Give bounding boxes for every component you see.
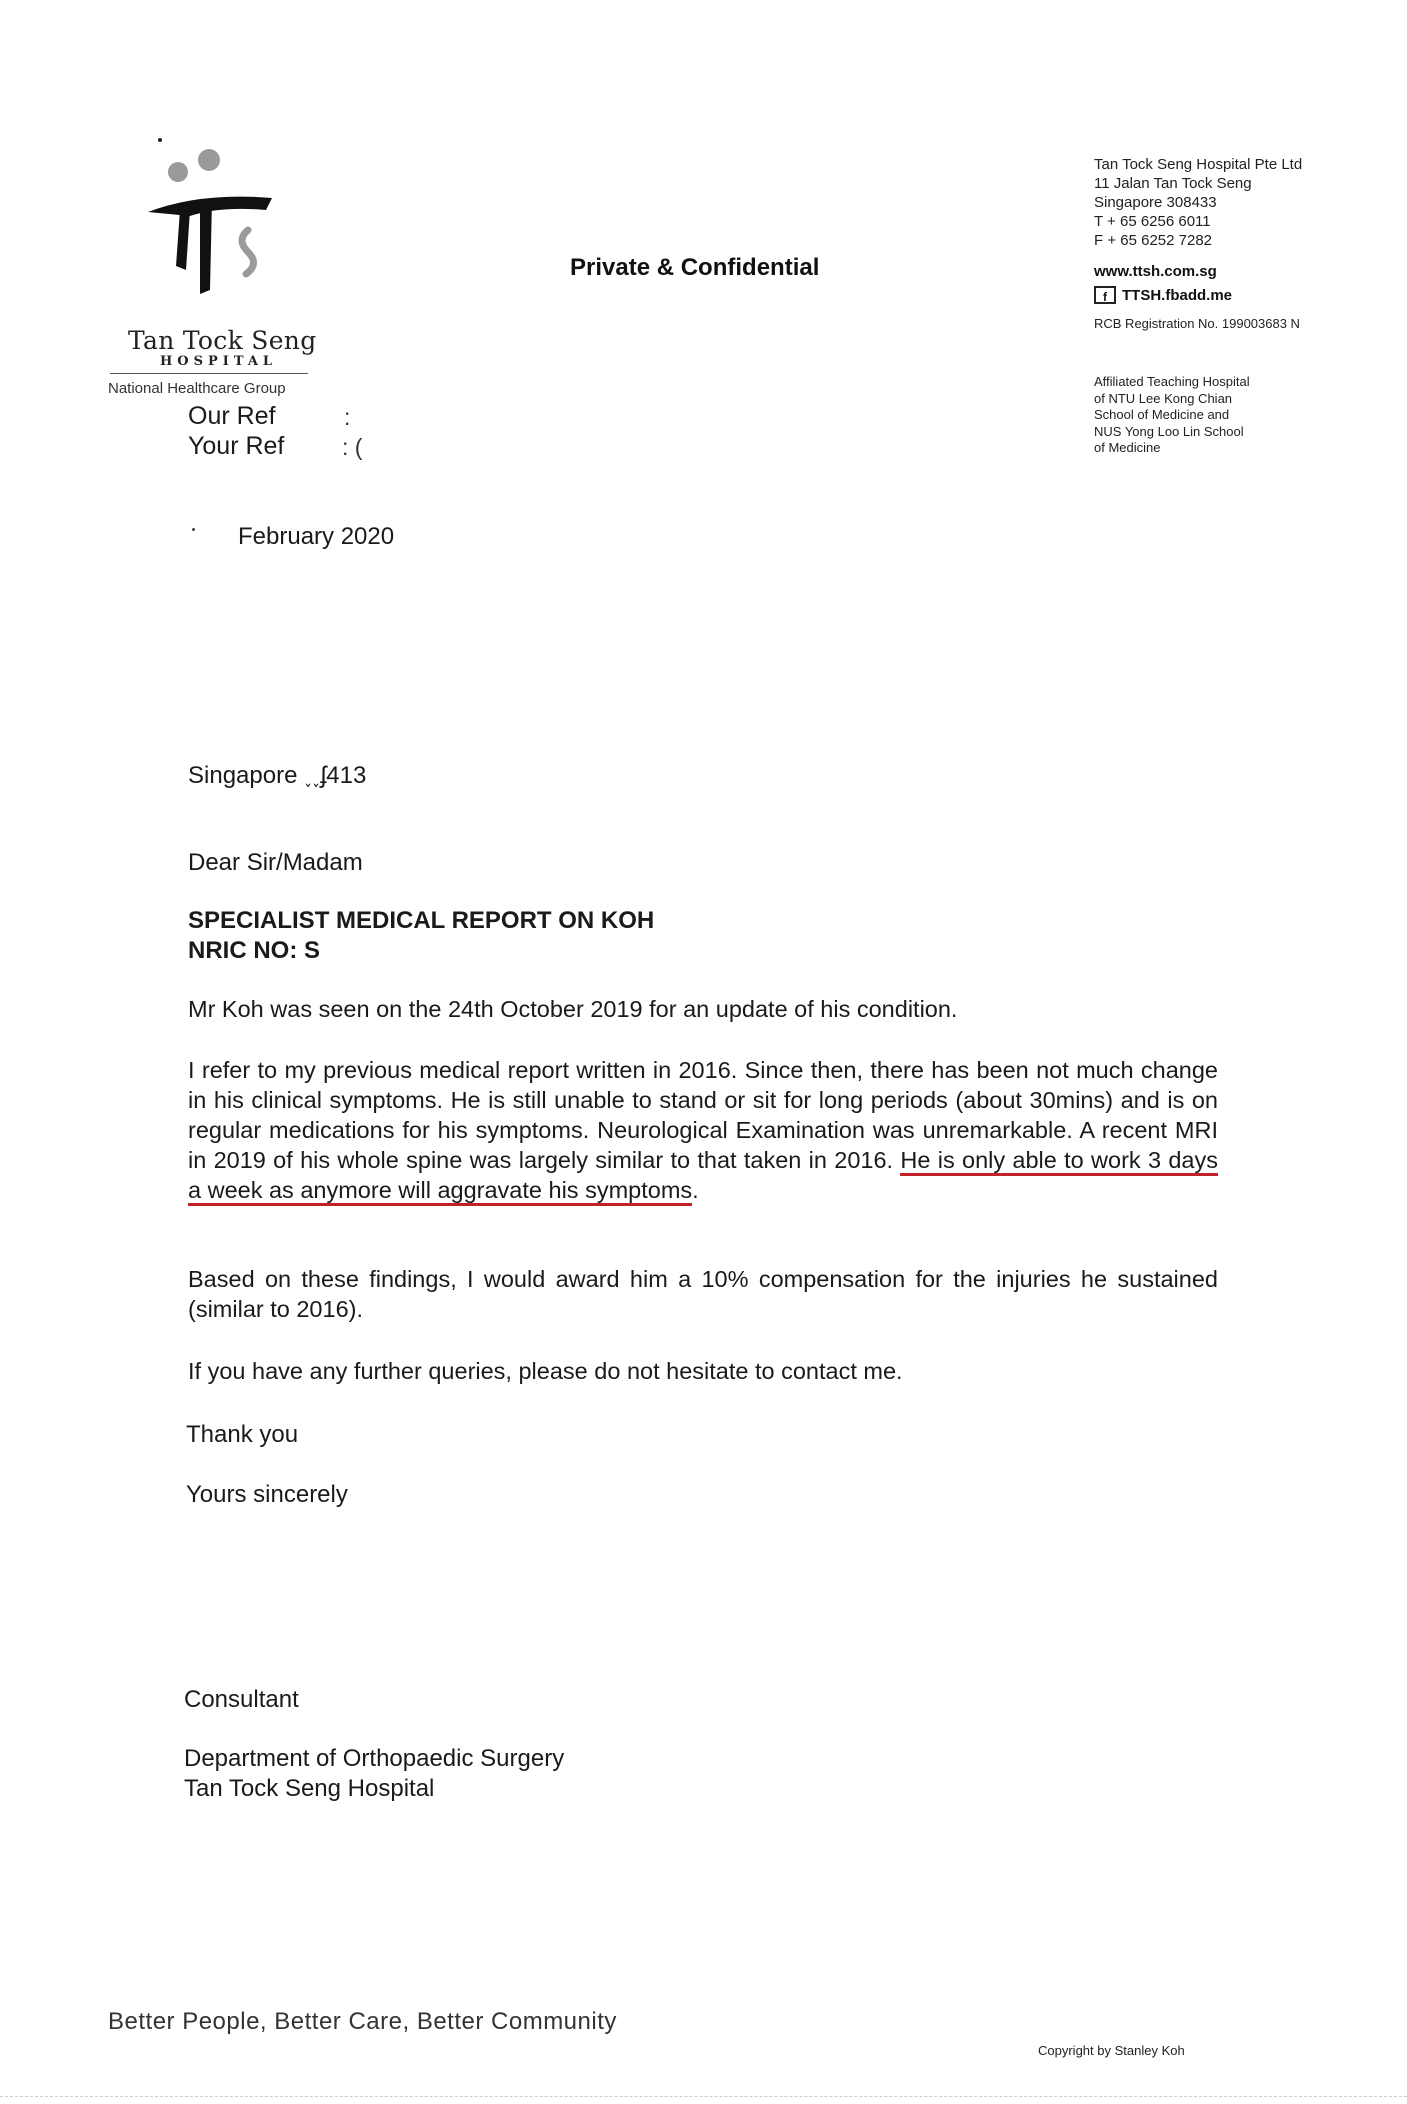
hospital-website: www.ttsh.com.sg <box>1094 263 1217 280</box>
signature-title: Consultant <box>184 1686 299 1713</box>
address-line: F + 65 6252 7282 <box>1094 232 1213 249</box>
highlighted-sentence: He is only able to work 3 days a week as anymore will aggravate his symptoms <box>188 1147 1218 1206</box>
thanks-line: Thank you <box>186 1421 299 1448</box>
affiliation-line: NUS Yong Loo Lin School <box>1094 423 1244 439</box>
address-line: T + 65 6256 6011 <box>1094 213 1211 230</box>
paragraph-report-end: . <box>692 1177 699 1203</box>
footer-tagline: Better People, Better Care, Better Community <box>108 2008 617 2035</box>
logo-divider <box>110 373 308 374</box>
nric-line: NRIC NO: S <box>188 937 320 964</box>
rcb-registration: RCB Registration No. 199003683 N <box>1094 316 1300 331</box>
paragraph-queries: If you have any further queries, please do not hesitate to contact me. <box>188 1358 903 1384</box>
facebook-icon: f <box>1094 286 1116 304</box>
logo-name: Tan Tock Seng <box>128 326 317 355</box>
letter-date: February 2020 <box>238 523 395 550</box>
department-line: Department of Orthopaedic Surgery <box>184 1745 565 1772</box>
closing-line: Yours sincerely <box>186 1481 348 1508</box>
scan-edge <box>0 2096 1407 2097</box>
scan-mark <box>192 528 195 531</box>
our-ref-label: Our Ref <box>188 402 276 430</box>
address-line: Singapore 308433 <box>1094 194 1217 211</box>
copyright-text: Copyright by Stanley Koh <box>1038 2043 1185 2058</box>
our-ref-value: : <box>344 404 351 430</box>
paragraph-seen: Mr Koh was seen on the 24th October 2019 for an update of his condition. <box>188 996 958 1022</box>
recipient-city: Singapore ˯˯ʄ413 <box>188 762 367 789</box>
paragraph-findings: Based on these findings, I would award him a 10% compensation for the injuries he sustained (similar to 2016). <box>188 1266 1218 1322</box>
hospital-line: Tan Tock Seng Hospital <box>184 1775 435 1802</box>
your-ref-label: Your Ref <box>188 432 285 460</box>
your-ref-value: : ( <box>342 434 363 460</box>
logo-group: National Healthcare Group <box>108 380 286 397</box>
hospital-address <box>1094 155 1302 250</box>
salutation: Dear Sir/Madam <box>188 849 363 876</box>
affiliation-line: School of Medicine and <box>1094 407 1230 422</box>
hospital-facebook <box>1094 286 1232 304</box>
facebook-text: TTSH.fbadd.me <box>1122 286 1233 304</box>
affiliation-line: Affiliated Teaching Hospital <box>1094 374 1250 389</box>
affiliation-line: of NTU Lee Kong Chian <box>1094 390 1233 406</box>
affiliation-text <box>1094 374 1250 457</box>
subject-line: SPECIALIST MEDICAL REPORT ON KOH <box>188 907 655 934</box>
logo-hospital-word: HOSPITAL <box>160 354 278 369</box>
paragraph-report-text: I refer to my previous medical report written in 2016. Since then, there has been not much change in his clinical symptoms. He is still unable to stand or sit for long periods (about 30mins) and is on regular medications for his symptoms. Neurological Examination was unremarkable. A recent MRI in 2019 of his whole spine was largely similar to that taken in 2016. <box>188 1057 1218 1173</box>
paragraph-report <box>188 1055 1218 1205</box>
affiliation-line: of Medicine <box>1094 440 1161 455</box>
address-line: Tan Tock Seng Hospital Pte Ltd <box>1094 156 1303 173</box>
hospital-logo-icon <box>140 120 300 300</box>
confidential-heading: Private & Confidential <box>570 254 820 281</box>
address-line: 11 Jalan Tan Tock Seng <box>1094 175 1252 192</box>
